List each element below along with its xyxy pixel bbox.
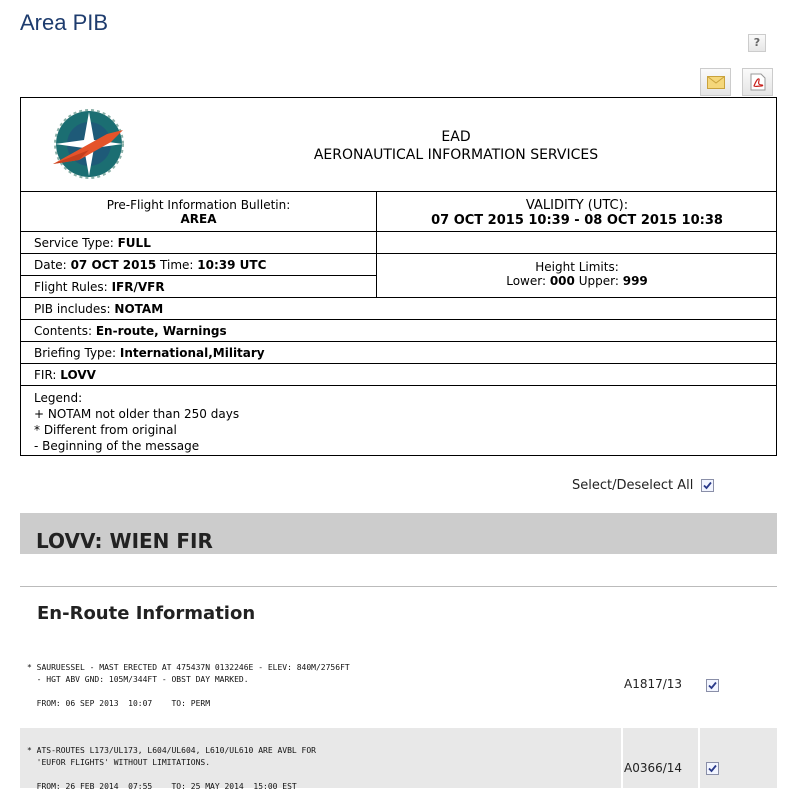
help-button[interactable]: ? (748, 34, 766, 52)
notam-checkbox[interactable] (706, 762, 719, 775)
select-all-control[interactable] (572, 478, 714, 493)
date-value: 07 OCT 2015 (70, 258, 157, 272)
email-button[interactable] (700, 68, 731, 96)
org-subtitle: AERONAUTICAL INFORMATION SERVICES (313, 147, 599, 163)
briefing-type-label: Briefing Type: (34, 346, 117, 360)
pdf-icon (750, 73, 766, 91)
service-type-label: Service Type: (34, 236, 114, 250)
lower-label: Lower: (506, 274, 546, 288)
contents-label: Contents: (34, 324, 93, 338)
pib-includes-value: NOTAM (114, 302, 164, 316)
org-name: EAD (441, 129, 471, 145)
notam-row (20, 660, 777, 722)
notam-checkbox[interactable] (706, 679, 719, 692)
notam-id: A1817/13 (624, 677, 683, 691)
checkmark-icon (707, 680, 718, 691)
select-all-label: Select/Deselect All (572, 478, 694, 493)
notam-validity: FROM: 26 FEB 2014 07:55 TO: 25 MAY 2014 15:00 EST (27, 782, 297, 791)
page-title: Area PIB (20, 10, 109, 35)
notam-validity: FROM: 06 SEP 2013 10:07 TO: PERM (27, 699, 211, 708)
envelope-icon (707, 76, 725, 89)
flight-rules-label: Flight Rules: (34, 280, 108, 294)
lower-value: 000 (549, 274, 575, 288)
legend-item: - Beginning of the message (34, 439, 200, 453)
notam-id: A0366/14 (624, 761, 683, 775)
select-all-checkbox[interactable] (701, 479, 714, 492)
pib-includes-label: PIB includes: (34, 302, 111, 316)
upper-value: 999 (622, 274, 648, 288)
notam-text-line: - HGT ABV GND: 105M/344FT - OBST DAY MARKED. (27, 675, 249, 684)
contents-value: En-route, Warnings (95, 324, 227, 338)
enroute-section-title: En-Route Information (37, 603, 256, 624)
legend-title: Legend: (34, 391, 83, 405)
notam-text-line: * SAURUESSEL - MAST ERECTED AT 475437N 0132246E - ELEV: 840M/2756FT (27, 663, 350, 672)
validity-value: 07 OCT 2015 10:39 - 08 OCT 2015 10:38 (431, 213, 723, 228)
height-limits-label: Height Limits: (535, 260, 619, 274)
time-value: 10:39 UTC (197, 258, 267, 272)
legend-item: * Different from original (34, 423, 177, 437)
date-label: Date: (34, 258, 67, 272)
fir-label: FIR: (34, 368, 57, 382)
checkmark-icon (702, 480, 713, 491)
upper-label: Upper: (578, 274, 619, 288)
bulletin-type: AREA (180, 212, 217, 226)
notam-text-line: 'EUFOR FLIGHTS' WITHOUT LIMITATIONS. (27, 758, 211, 767)
service-type-value: FULL (117, 236, 151, 250)
notam-row (20, 728, 777, 791)
checkmark-icon (707, 763, 718, 774)
notam-text-line: * ATS-ROUTES L173/UL173, L604/UL604, L610/UL610 ARE AVBL FOR (27, 746, 316, 755)
fir-section-header (20, 513, 777, 554)
pdf-button[interactable] (742, 68, 773, 96)
pib-header-table (20, 97, 777, 456)
briefing-type-value: International,Military (119, 346, 265, 360)
legend-item: + NOTAM not older than 250 days (34, 407, 240, 421)
eurocontrol-logo (49, 106, 131, 184)
bulletin-label: Pre-Flight Information Bulletin: (106, 198, 291, 212)
flight-rules-value: IFR/VFR (111, 280, 165, 294)
validity-label: VALIDITY (UTC): (525, 198, 629, 213)
fir-section-title: LOVV: WIEN FIR (36, 529, 213, 553)
fir-value: LOVV (60, 368, 96, 382)
time-label: Time: (160, 258, 194, 272)
section-divider (20, 586, 777, 587)
